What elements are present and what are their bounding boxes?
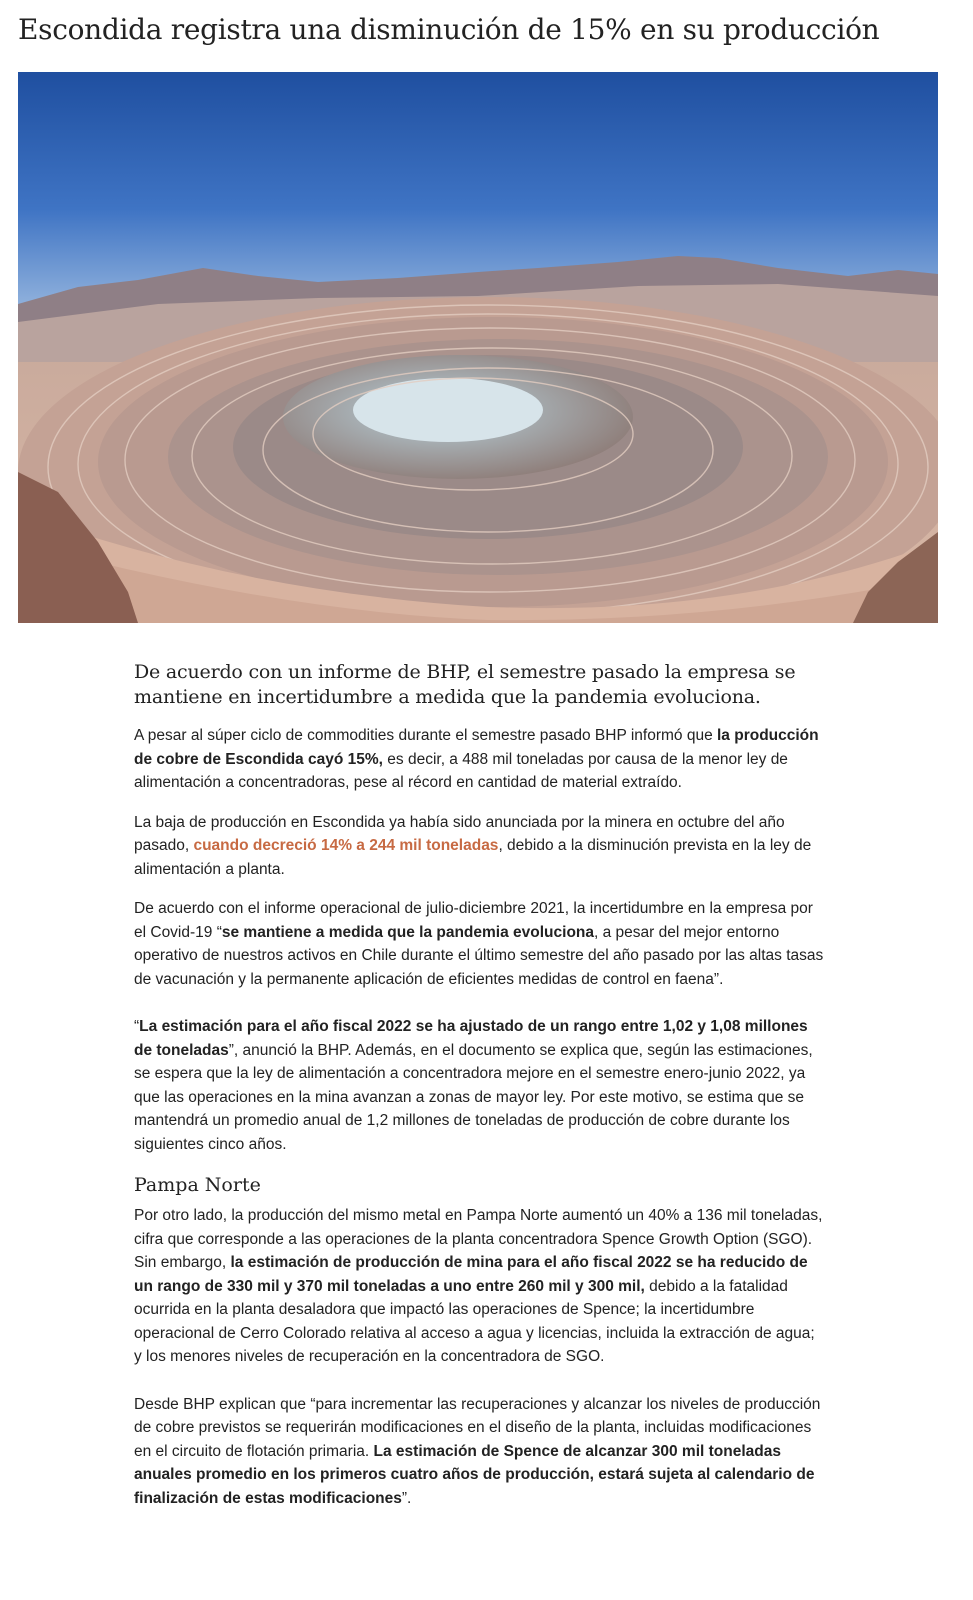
paragraph-3: De acuerdo con el informe operacional de julio-diciembre 2021, la incertidumbre en la empresa por el Covid-19 “se mantiene a medida que la pandemia evoluciona, a pesar del mejor entorno operativo de nuestros activos en Chile durante el último semestre del año pasado por las altas tasas de vacunación y la permanente aplicación de eficientes medidas de control en faena”.: [134, 900, 824, 988]
article-title: Escondida registra una disminución de 15% en su producción: [18, 13, 880, 46]
paragraph-5: Por otro lado, la producción del mismo metal en Pampa Norte aumentó un 40% a 136 mil toneladas, cifra que corresponde a las operaciones de la planta concentradora Spence Growth Option (SGO). Sin embargo, la estimación de producción de mina para el año fiscal 2022 se ha reducido de un rango de 330 mil y 370 mil toneladas a uno entre 260 mil y 300 mil, debido a la fatalidad ocurrida en la planta desaladora que impactó las operaciones de Spence; la incertidumbre operacional de Cerro Colorado relativa al acceso a agua y licencias, incluida la extracción de agua; y los menores niveles de recuperación en la concentradora de SGO.: [134, 1207, 823, 1365]
subheading-pampa-norte: Pampa Norte: [134, 1174, 261, 1196]
article-lead: De acuerdo con un informe de BHP, el semestre pasado la empresa se mantiene en incertidumbre a medida que la pandemia evoluciona.: [134, 661, 796, 708]
paragraph-2: La baja de producción en Escondida ya había sido anunciada por la minera en octubre del año pasado, cuando decreció 14% a 244 mil toneladas, debido a la disminución prevista en la ley de alimentación a planta.: [134, 813, 812, 878]
paragraph-6: Desde BHP explican que “para incrementar las recuperaciones y alcanzar los niveles de producción de cobre previstos se requerirán modificaciones en el diseño de la planta, incluidas modificaciones en el circuito de flotación primaria. La estimación de Spence de alcanzar 300 mil toneladas anuales promedio en los primeros cuatro años de producción, estará sujeta al calendario de finalización de estas modificaciones”.: [134, 1395, 821, 1507]
paragraph-1: A pesar al súper ciclo de commodities durante el semestre pasado BHP informó que la producción de cobre de Escondida cayó 15%, es decir, a 488 mil toneladas por causa de la menor ley de alimentación a concentradoras, pese al récord en cantidad de material extraído.: [134, 727, 819, 791]
article-body: [134, 660, 824, 1526]
hero-image-open-pit-mine: [18, 72, 938, 623]
inline-link[interactable]: cuando decreció 14% a 244 mil toneladas: [193, 837, 499, 854]
paragraph-4: “La estimación para el año fiscal 2022 se ha ajustado de un rango entre 1,02 y 1,08 millones de toneladas”, anunció la BHP. Además, en el documento se explica que, según las estimaciones, se espera que la ley de alimentación a concentradora mejore en el semestre enero-junio 2022, ya que las operaciones en la mina avanzan a zonas de mayor ley. Por este motivo, se estima que se mantendrá un promedio anual de 1,2 millones de toneladas de producción de cobre durante los siguientes cinco años.: [134, 1018, 813, 1153]
